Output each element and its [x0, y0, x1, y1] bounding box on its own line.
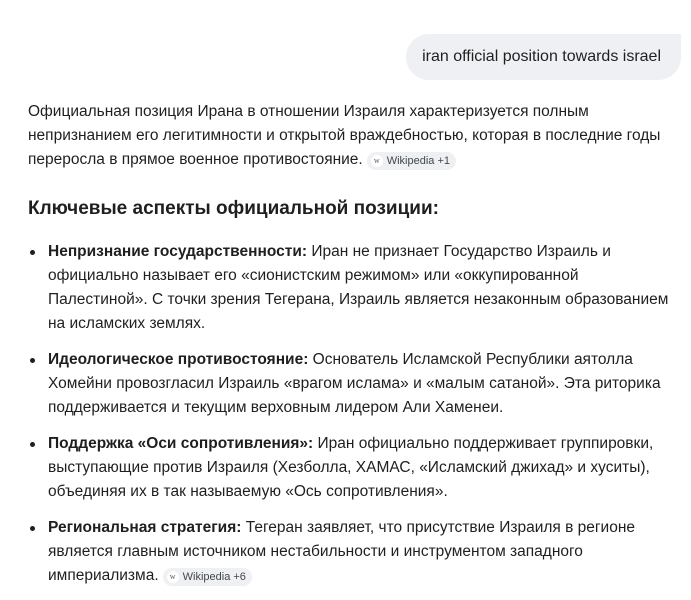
item-text: Иран не признает Государство Израиль и официально называет его «сионистским режимом» или «оккупированной Палестиной». С точки зрения Тегерана, Израиль является незаконным образованием на исламских землях.	[48, 243, 669, 332]
aspects-list	[28, 240, 673, 588]
list-item	[28, 348, 673, 420]
source-chip-strategy[interactable]	[163, 568, 252, 586]
user-query-text: iran official position towards israel	[422, 48, 661, 65]
section-heading: Ключевые аспекты официальной позиции:	[28, 198, 439, 219]
source-chip-intro[interactable]	[367, 152, 456, 170]
user-query-bubble	[406, 34, 681, 80]
list-item	[28, 432, 673, 504]
intro-paragraph	[28, 100, 673, 172]
response-body	[28, 100, 673, 600]
item-title: Поддержка «Оси сопротивления»:	[48, 435, 314, 452]
item-text: Основатель Исламской Республики аятолла Хомейни провозгласил Израиль «врагом ислама» и «малым сатаной». Эта риторика поддерживается и текущим верховным лидером Али Хаменеи.	[48, 351, 661, 416]
intro-text: Официальная позиция Ирана в отношении Израиля характеризуется полным непризнанием его легитимности и открытой враждебностью, которая в последние годы переросла в прямое военное противостояние.	[28, 103, 661, 168]
item-text: Тегеран заявляет, что присутствие Израиля в регионе является главным источником нестабильности и инструментом западного империализма.	[48, 519, 635, 584]
item-title: Идеологическое противостояние:	[48, 351, 309, 368]
list-item	[28, 240, 673, 336]
list-item	[28, 516, 673, 588]
item-title: Региональная стратегия:	[48, 519, 242, 536]
item-title: Непризнание государственности:	[48, 243, 308, 260]
wikipedia-icon: w	[371, 155, 383, 167]
source-chip-label: Wikipedia +1	[386, 155, 451, 167]
item-text: Иран официально поддерживает группировки, выступающие против Израиля (Хезболла, ХАМАС, «Исламский джихад» и хуситы), объединяя их в так называемую «Ось сопротивления».	[48, 435, 654, 500]
wikipedia-icon: w	[167, 571, 179, 583]
source-chip-label: Wikipedia +6	[182, 571, 246, 583]
